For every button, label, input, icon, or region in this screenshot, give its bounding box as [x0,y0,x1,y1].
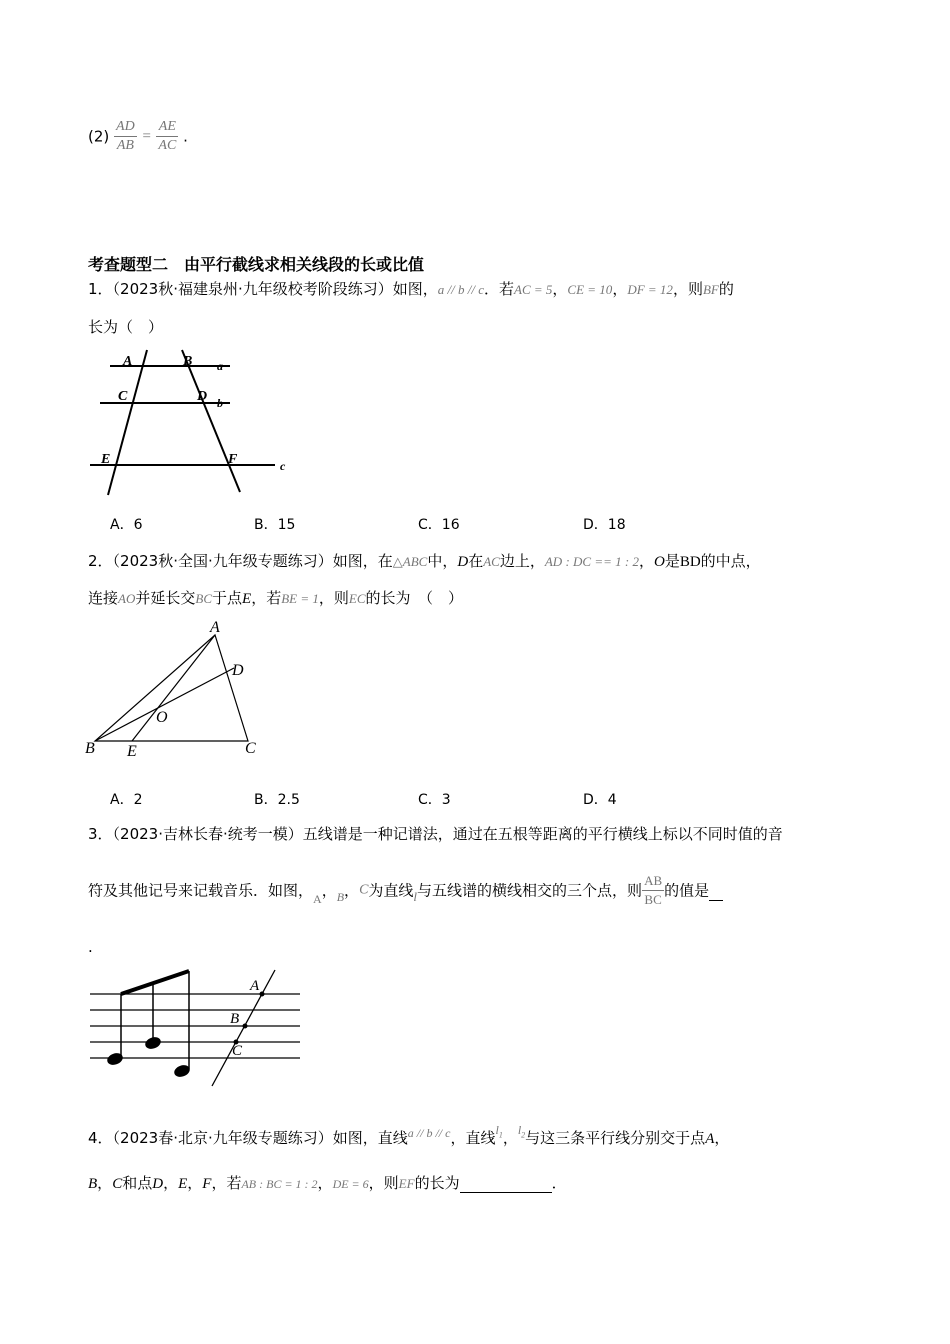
q1-option-b[interactable]: B．15 [254,517,296,533]
q3-line3: . [88,938,93,956]
q1-figure [85,345,305,500]
q1-line2: 长为（ ） [88,318,164,336]
q1-label-a-line: a [217,359,223,373]
q4-line1: 4．（2023春·北京·九年级专题练习）如图，直线$^{a // b // c}$，直线$^{l_1}$，$^{l_2}$与这三条平行线分别交于点A， [88,1123,730,1147]
q1-line1: 1．（2023秋·福建泉州·九年级校考阶段练习）如图，a // b // c．若AC = 5，CE = 10，DF = 12，则BF的 [88,280,734,298]
q1-option-a[interactable]: A．6 [110,517,143,533]
q2-label-o: O [156,709,168,726]
q1-label-b-point: B [183,354,193,369]
q1-label-d-point: D [197,389,208,404]
q1-option-c[interactable]: C．16 [418,517,460,533]
q4-line2: B，C和点D，E，F，若AB : BC = 1 : 2，DE = 6，则EF的长为 ． [88,1174,567,1192]
q2-option-b[interactable]: B．2.5 [254,792,300,808]
q3-number: 3． [88,825,113,843]
q3-source: （2023·吉林长春·统考一模） [112,825,303,843]
q2-option-a[interactable]: A．2 [110,792,143,808]
prev-answer-label: (2) [88,127,110,146]
q1-label-c-point: C [118,389,128,404]
q4-number: 4． [88,1129,113,1147]
q2-label-e: E [127,743,137,760]
q2-option-d[interactable]: D．4 [583,792,617,808]
q2-number: 2． [88,552,113,570]
q2-label-d: D [232,662,244,679]
q2-line1: 2．（2023秋·全国·九年级专题练习）如图，在△ABC中，D在AC边上，AD : DC == 1 : 2，O是BD的中点， [88,552,761,570]
prev-answer: (2) $\frac{AD}{AB}$ = $\frac{AE}{AC}$ . [88,119,188,153]
q1-label-b-line: b [217,396,223,410]
q2-label-b: B [85,740,95,757]
q4-source: （2023春·北京·九年级专题练习） [112,1129,333,1147]
q3-figure [85,965,310,1090]
q3-label-c: C [232,1043,243,1059]
section-title: 考查题型二 由平行截线求相关线段的长或比值 [88,255,425,274]
q2-figure [80,615,270,765]
q2-label-a: A [210,619,220,636]
q3-answer-blank[interactable] [709,880,723,901]
q1-option-d[interactable]: D．18 [583,517,626,533]
q1-label-e-point: E [101,452,111,467]
q1-number: 1． [88,280,113,298]
q2-source: （2023秋·全国·九年级专题练习） [112,552,333,570]
fraction-ab-bc: $\frac{AB}{BC}$ [644,873,663,907]
q4-answer-blank[interactable] [460,1174,552,1193]
q1-label-c-line: c [280,459,286,473]
q2-line2: 连接AO并延长交BC于点E，若BE = 1，则EC的长为 （ ） [88,589,464,607]
q3-label-b: B [230,1011,240,1027]
q2-option-c[interactable]: C．3 [418,792,451,808]
q3-line1: 3．（2023·吉林长春·统考一模）五线谱是一种记谱法，通过在五根等距离的平行横线上标以不同时值的音 [88,825,783,843]
q3-label-a: A [250,978,260,994]
q1-label-a-point: A [123,354,133,369]
q1-source: （2023秋·福建泉州·九年级校考阶段练习） [112,280,393,298]
fraction-ad-ab: $\frac{AD}{AB}$ [116,119,135,153]
q1-label-f-point: F [228,452,238,467]
q3-line2: 符及其他记号来记载音乐．如图，$_A$，$_B$，C为直线l与五线谱的横线相交的三个点，则 $\frac{AB}{BC}$ 的值是 [88,872,723,909]
q2-label-c: C [245,740,256,757]
fraction-ae-ac: $\frac{AE}{AC}$ [158,119,177,153]
